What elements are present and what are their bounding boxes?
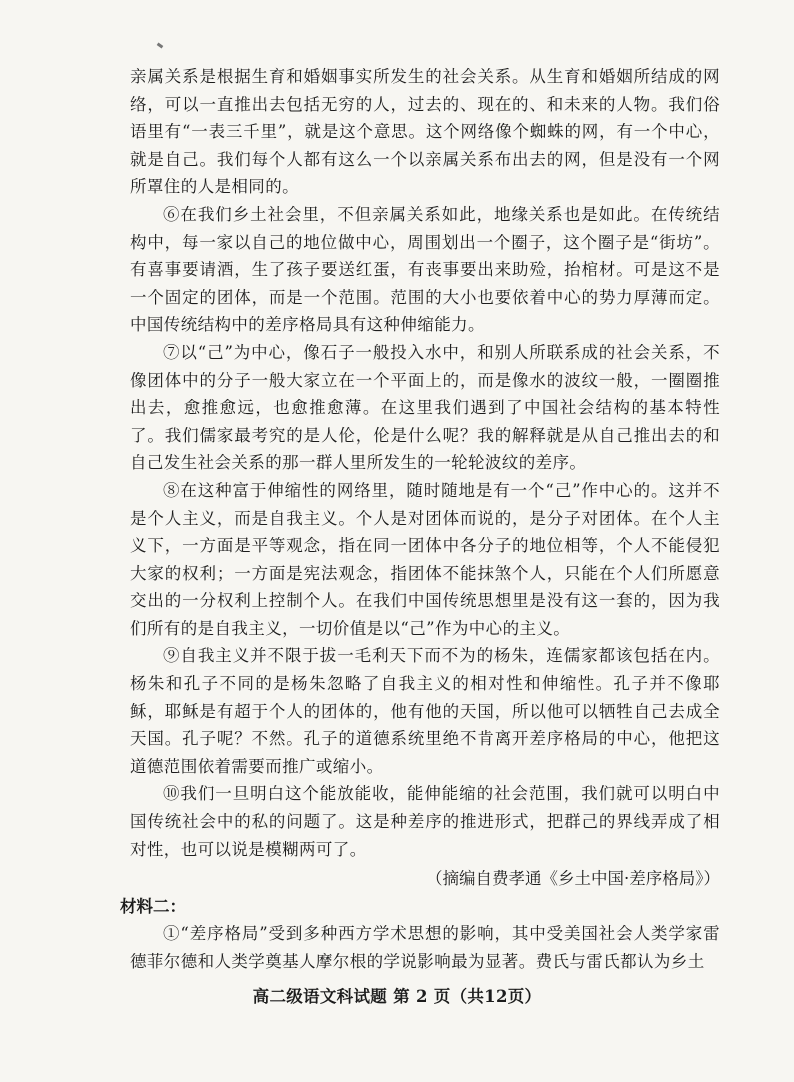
paragraph-9: ⑨自我主义并不限于拔一毛利天下而不为的杨朱，连儒家都该包括在内。杨朱和孔子不同的是杨朱忽略了自我主义的相对性和伸缩性。孔子并不像耶稣，耶稣是有超于个人的团体的，他有他的天国，所以他可以牺牲自己去成全天国。孔子呢？不然。孔子的道德系统里绝不肯离开差序格局的中心，他把这道德范围依着需要而推广或缩小。 xyxy=(130,646,720,776)
paragraph-8: ⑧在这种富于伸缩性的网络里，随时随地是有一个“己”作中心的。这并不是个人主义，而是自我主义。个人是对团体而说的，是分子对团体。在个人主义下，一方面是平等观念，指在同一团体中各分子的地位相等，个人不能侵犯大家的权利；一方面是宪法观念，指团体不能抹煞个人，只能在个人们所愿意交出的一分权利上控制个人。在我们中国传统思想里是没有这一套的，因为我们所有的是自我主义，一切价值是以“己”作为中心的主义。 xyxy=(130,480,720,638)
paragraph-7: ⑦以“己”为中心，像石子一般投入水中，和别人所联系成的社会关系，不像团体中的分子一般大家立在一个平面上的，而是像水的波纹一般，一圈圈推出去，愈推愈远，也愈推愈薄。在这里我们遇到了中国社会结构的基本特性了。我们儒家最考究的是人伦，伦是什么呢？我的解释就是从自己推出去的和自己发生社会关系的那一群人里所发生的一轮轮波纹的差序。 xyxy=(130,342,720,473)
material-2-heading: 材料二： xyxy=(120,896,186,916)
source-citation: （摘编自费孝通《乡土中国·差序格局》） xyxy=(426,869,720,889)
paragraph-10: ⑩我们一旦明白这个能放能收，能伸能缩的社会范围，我们就可以明白中国传统社会中的私的问题了。这是种差序的推进形式，把群己的界线弄成了相对性，也可以说是模糊两可了。 xyxy=(130,784,720,859)
scan-mark xyxy=(157,43,164,49)
paragraph-6: ⑥在我们乡土社会里，不但亲属关系如此，地缘关系也是如此。在传统结构中，每一家以自己的地位做中心，周围划出一个圈子，这个圈子是“街坊”。有喜事要请酒，生了孩子要送红蛋，有丧事要出来助殓，抬棺材。可是这不是一个固定的团体，而是一个范围。范围的大小也要依着中心的势力厚薄而定。中国传统结构中的差序格局具有这种伸缩能力。 xyxy=(130,204,720,335)
material-2-paragraph-1: ①“差序格局”受到多种西方学术思想的影响，其中受美国社会人类学家雷德菲尔德和人类学奠基人摩尔根的学说影响最为显著。费氏与雷氏都认为乡土 xyxy=(130,924,720,971)
article-body xyxy=(120,63,720,976)
paragraph-continued: 亲属关系是根据生育和婚姻事实所发生的社会关系。从生育和婚姻所结成的网络，可以一直推出去包括无穷的人，过去的、现在的、和未来的人物。我们俗语里有“一表三千里”，就是这个意思。这个网络像个蜘蛛的网，有一个中心，就是自己。我们每个人都有这么一个以亲属关系布出去的网，但是没有一个网所罩住的人是相同的。 xyxy=(130,67,720,197)
page-footer: 高二级语文科试题 第 2 页（共12页） xyxy=(252,987,542,1006)
